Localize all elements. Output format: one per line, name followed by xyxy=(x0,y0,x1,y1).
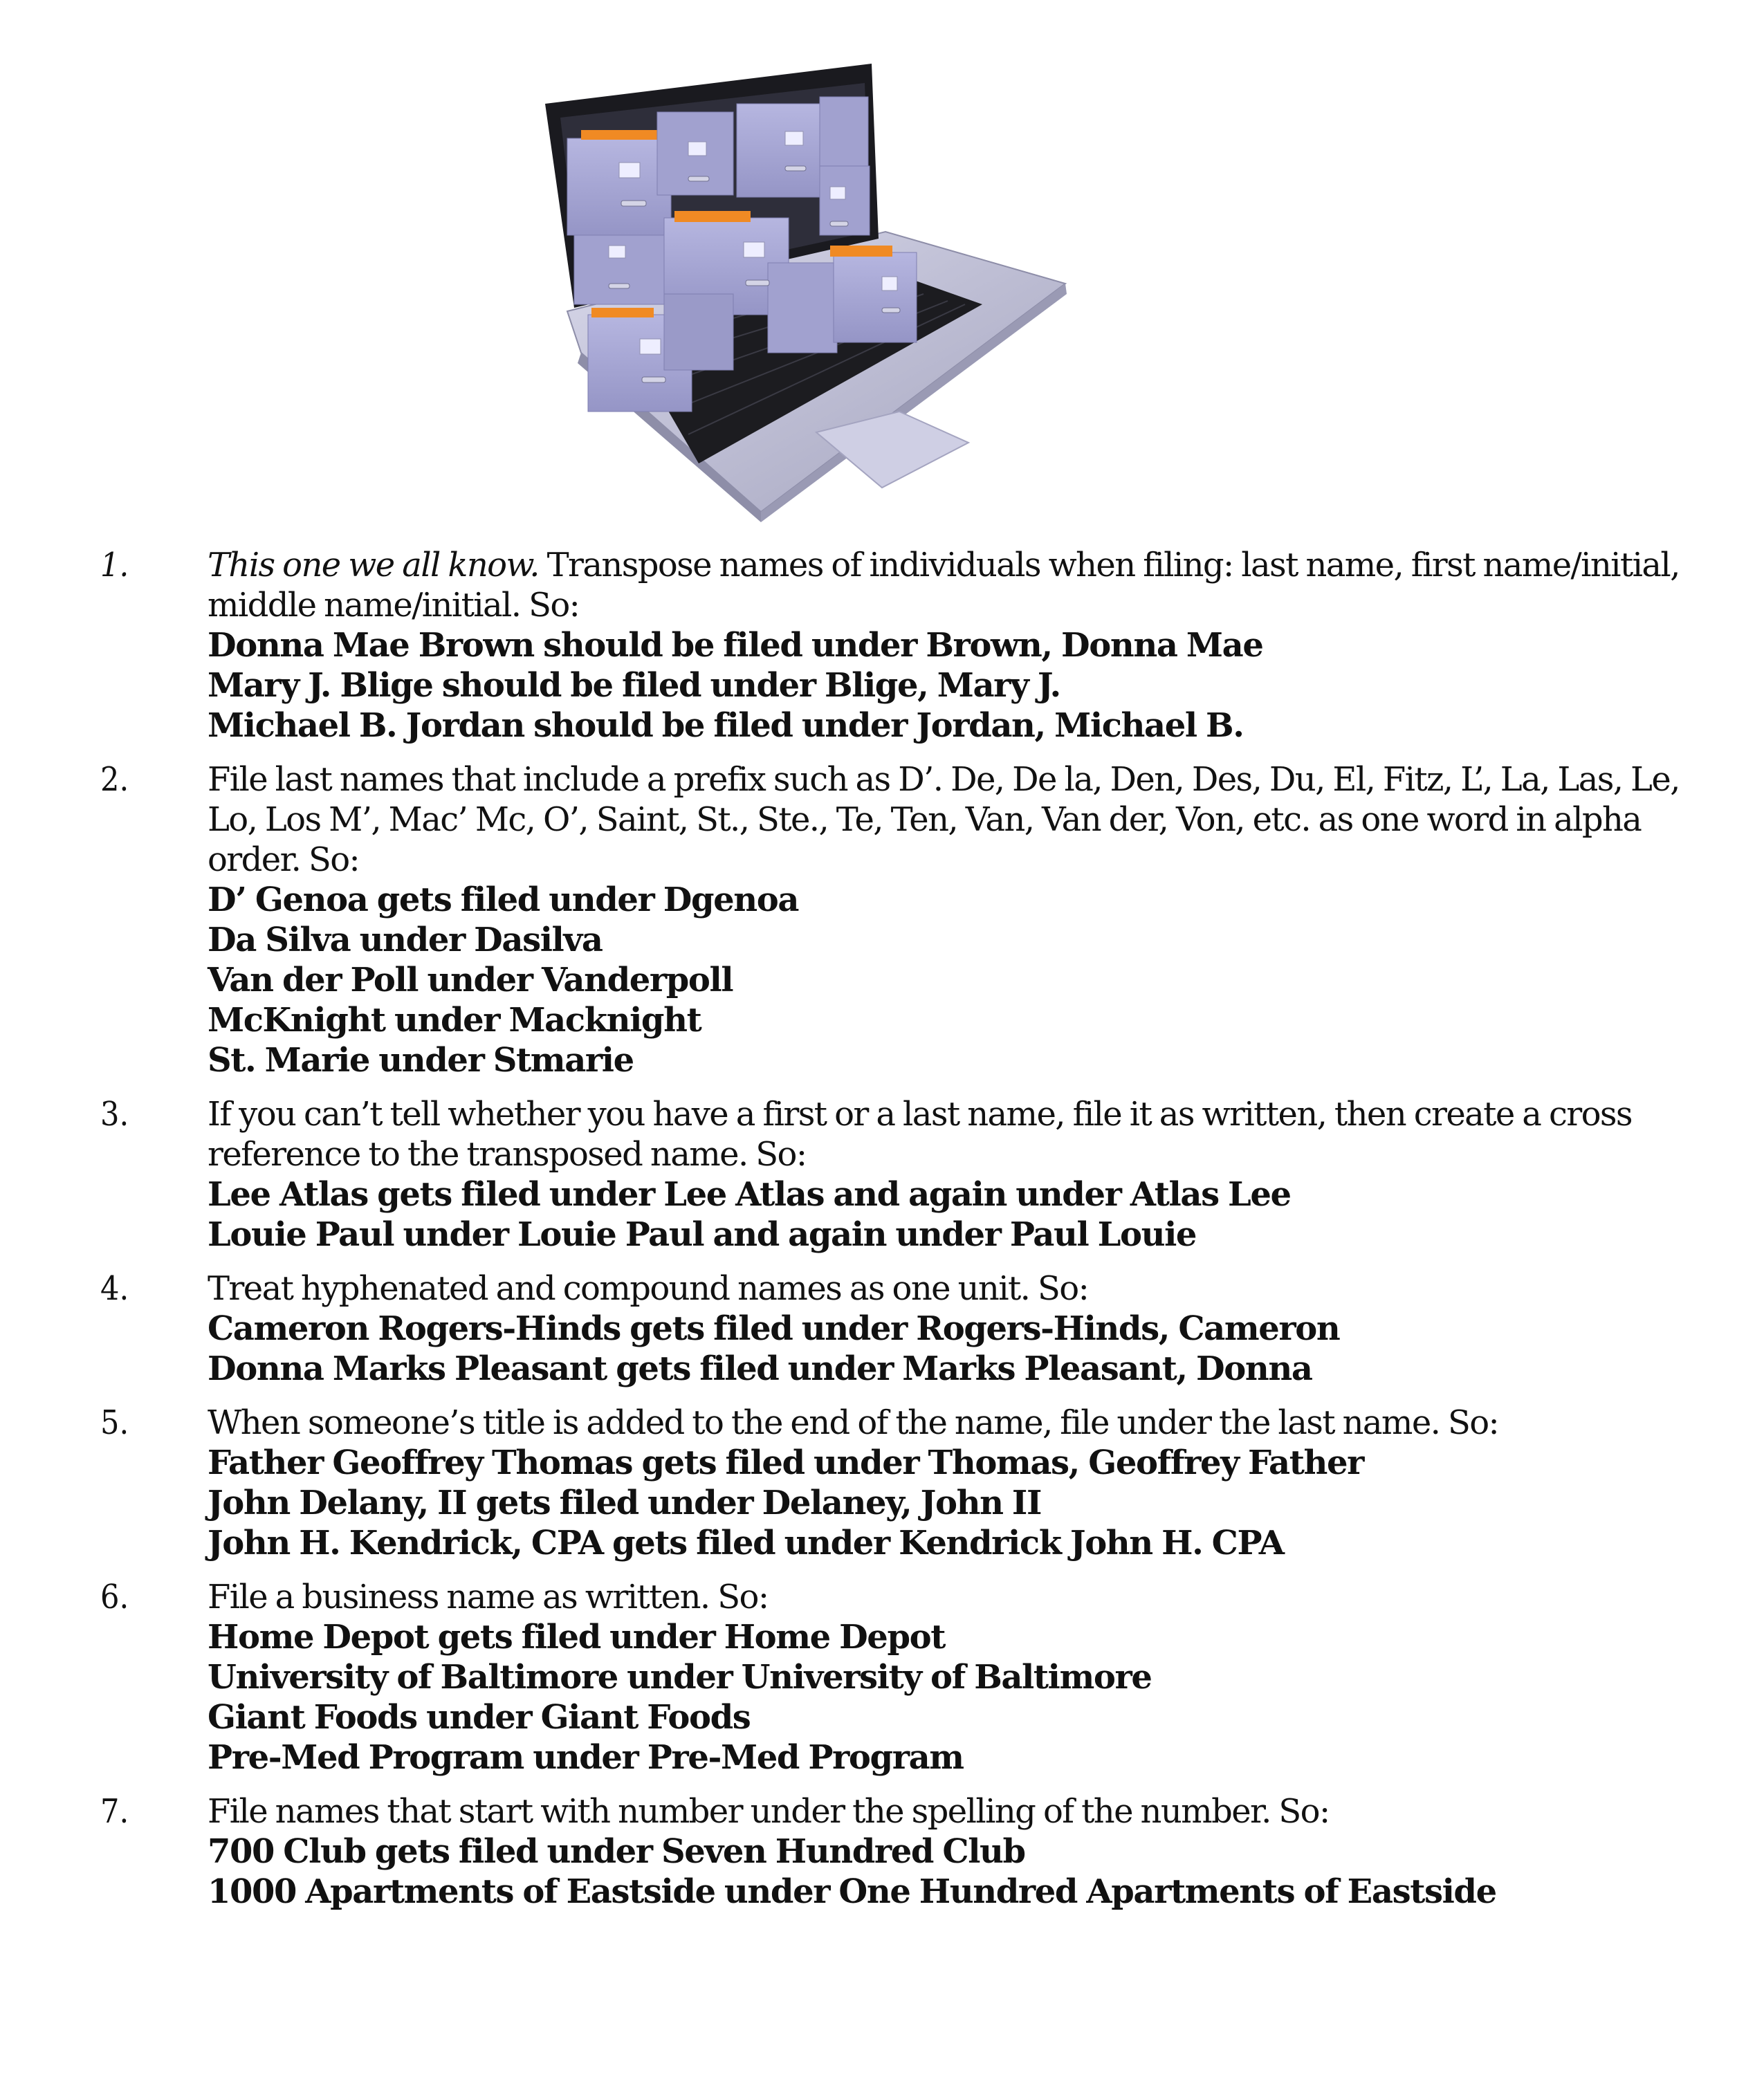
laptop-filing-cabinet-illustration xyxy=(540,55,1079,526)
rule-example: McKnight under Macknight xyxy=(208,1001,701,1040)
rule-example: University of Baltimore under University of Baltimore xyxy=(208,1658,1152,1697)
rule-example: John H. Kendrick, CPA gets filed under Kendrick John H. CPA xyxy=(208,1524,1284,1562)
rule-example: John Delany, II gets filed under Delaney, John II xyxy=(208,1484,1042,1522)
rule-example: St. Marie under Stmarie xyxy=(208,1041,634,1080)
rule-7 xyxy=(0,1791,1764,1912)
rule-lead: This one we all know. xyxy=(208,546,539,584)
rule-body: Transpose names of individuals when filing: last name, first name/initial, middle name/initial. So: xyxy=(208,546,1680,625)
rule-example: Michael B. Jordan should be filed under Jordan, Michael B. xyxy=(208,706,1244,745)
rule-number: 7. xyxy=(100,1792,129,1831)
rule-description: If you can’t tell whether you have a first or a last name, file it as written, then create a cross reference to the transposed name. So: xyxy=(208,1095,1632,1174)
rule-description xyxy=(208,545,1695,625)
rule-4 xyxy=(0,1269,1764,1389)
rule-number: 5. xyxy=(100,1403,129,1442)
rule-example: Giant Foods under Giant Foods xyxy=(208,1698,751,1737)
rule-number: 3. xyxy=(100,1095,129,1134)
rule-example: Donna Mae Brown should be filed under Brown, Donna Mae xyxy=(208,626,1263,665)
rule-example: 700 Club gets filed under Seven Hundred Club xyxy=(208,1832,1025,1871)
rule-2 xyxy=(0,759,1764,1080)
rule-3 xyxy=(0,1094,1764,1255)
rule-5 xyxy=(0,1403,1764,1563)
rule-number: 2. xyxy=(100,760,129,799)
rule-description: File last names that include a prefix such as D’. De, De la, Den, Des, Du, El, Fitz, L’, La, Las, Le, Lo, Los M’, Mac’ Mc, O’, Saint, St., Ste., Te, Ten, Van, Van der, Von, etc. as one word in alpha order. So: xyxy=(208,760,1680,879)
rule-example: D’ Genoa gets filed under Dgenoa xyxy=(208,880,799,919)
filing-rules-list xyxy=(0,545,1764,1926)
rule-example: Home Depot gets filed under Home Depot xyxy=(208,1618,945,1657)
rule-example: Van der Poll under Vanderpoll xyxy=(208,961,733,999)
rule-number: 4. xyxy=(100,1269,129,1308)
rule-example: Louie Paul under Louie Paul and again under Paul Louie xyxy=(208,1215,1197,1254)
rule-example: Cameron Rogers-Hinds gets filed under Rogers-Hinds, Cameron xyxy=(208,1309,1340,1348)
rule-example: Lee Atlas gets filed under Lee Atlas and again under Atlas Lee xyxy=(208,1175,1291,1214)
rule-description: When someone’s title is added to the end of the name, file under the last name. So: xyxy=(208,1403,1499,1442)
rule-1 xyxy=(0,545,1764,746)
rule-example: Da Silva under Dasilva xyxy=(208,921,603,959)
rule-example: Donna Marks Pleasant gets filed under Marks Pleasant, Donna xyxy=(208,1349,1312,1388)
rule-description: Treat hyphenated and compound names as one unit. So: xyxy=(208,1269,1089,1308)
rule-example: Father Geoffrey Thomas gets filed under Thomas, Geoffrey Father xyxy=(208,1444,1364,1482)
laptop-filing-cabinet-icon xyxy=(540,55,1079,526)
rule-description: File a business name as written. So: xyxy=(208,1578,769,1616)
rule-6 xyxy=(0,1577,1764,1778)
rule-description: File names that start with number under the spelling of the number. So: xyxy=(208,1792,1330,1831)
rule-example: 1000 Apartments of Eastside under One Hundred Apartments of Eastside xyxy=(208,1872,1496,1911)
rule-example: Pre-Med Program under Pre-Med Program xyxy=(208,1738,964,1777)
rule-number: 1. xyxy=(100,546,129,584)
rule-example: Mary J. Blige should be filed under Blige, Mary J. xyxy=(208,666,1060,705)
rule-number: 6. xyxy=(100,1578,129,1616)
